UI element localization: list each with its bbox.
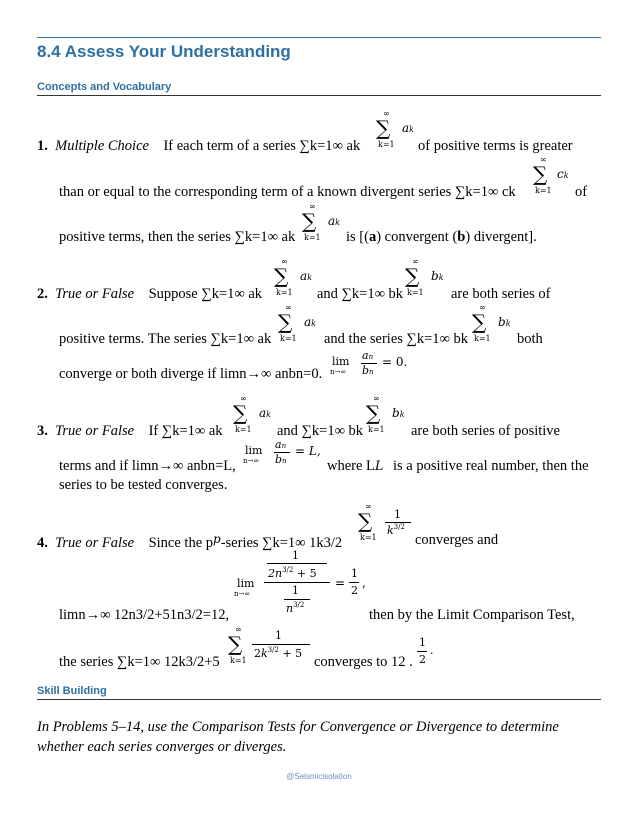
problem-1-line-1-end: of positive terms is greater [418, 138, 573, 154]
skill-building-rule [37, 699, 601, 700]
problem-2-line-2-end: both [517, 331, 543, 347]
sum-ck-display: ∞ ∑ k=1 [533, 155, 552, 195]
problem-1-line-2: than or equal to the corresponding term of a known divergent series ∑k=1∞ ck [59, 184, 516, 200]
instructions-text: In Problems 5–14, use the Comparison Tests for Convergence or Divergence to determine whether each series converges or diverges. [37, 719, 559, 755]
problem-4-line-4-end: converges to 12 . [314, 654, 413, 670]
p-series-term: 1 $k^{3/2}$ [385, 508, 415, 538]
problem-2-line-1-end: are both series of [451, 286, 551, 302]
sum-ak-display-p2-l2: ∞ ∑ k=1 [278, 303, 297, 343]
limit-display-p2: lim n→∞ an bn = 0. [330, 349, 408, 377]
problem-4-line-3: limn→∞ 12n3/2+51n3/2=12, [59, 607, 230, 623]
sum-ak-display-p1-l1: ∞ ∑ k=1 [376, 109, 395, 149]
limit-ratio-display: lim n→∞ 1 $2n^{3/2} + 5$ 1 $n^{3/2}$ = 1 2 , [234, 549, 366, 615]
sum-ak-display-p3: ∞ ∑ k=1 [233, 394, 252, 434]
problem-1-line-2-end: of [575, 184, 588, 200]
half-fraction: 1 2 . [419, 636, 434, 666]
a-k-term: ak [304, 315, 317, 329]
sum-bk-display-p3: ∞ ∑ k=1 [366, 394, 385, 434]
problem-3-line-3: series to be tested converges. [59, 477, 228, 493]
skill-building-heading: Skill Building [37, 685, 107, 697]
12k-term: 1 $2k^{3/2} + 5$ [252, 629, 312, 663]
problem-4-line-1: 4. True or False Since the $p^p$-series ∑k=1∞ 1k3/2 [37, 532, 343, 551]
a-k-term: ak [259, 406, 272, 420]
problem-1-line-1: 1. Multiple Choice If each term of a series ∑k=1∞ ak [37, 138, 361, 154]
sum-bk-display-p2-l2: ∞ ∑ k=1 [472, 303, 491, 343]
problem-4-line-1-end: converges and [415, 532, 499, 548]
sum-p-series-display: ∞ ∑ k=1 [358, 502, 377, 542]
concepts-rule [37, 95, 601, 96]
a-k-term: ak [402, 121, 415, 135]
problem-4-line-4: the series ∑k=1∞ 12k3/2+5 [59, 654, 220, 670]
sum-ak-display-p1-l3: ∞ ∑ k=1 [302, 202, 321, 242]
limit-display-p3: lim n→∞ an bn = L, [243, 438, 321, 466]
concepts-heading: Concepts and Vocabulary [37, 81, 172, 93]
problem-1-line-3: positive terms, then the series ∑k=1∞ ak [59, 229, 296, 245]
b-k-term: bk [498, 315, 511, 329]
sum-ak-display-p2: ∞ ∑ k=1 [274, 257, 293, 297]
watermark: @Seismicisolation [286, 772, 352, 781]
problem-3-line-2: terms and if limn→∞ anbn=L, [59, 458, 236, 474]
problem-2-line-3: converge or both diverge if limn→∞ anbn=0. [59, 366, 323, 382]
a-k-term: ak [328, 214, 341, 228]
sum-bk-display-p2: ∞ ∑ k=1 [405, 257, 424, 297]
problem-2-line-2-mid: and the series ∑k=1∞ bk [324, 331, 469, 347]
sum-12k-display: ∞ ∑ k=1 [228, 625, 247, 665]
problem-4-line-3-end: then by the Limit Comparison Test, [369, 607, 575, 623]
section-title: 8.4 Assess Your Understanding [37, 42, 291, 61]
problem-3-line-2-mid: where LL [327, 458, 384, 474]
problem-2-line-1-mid: and ∑k=1∞ bk [317, 286, 404, 302]
b-k-term: bk [431, 269, 444, 283]
a-k-term: ak [300, 269, 313, 283]
problem-3-line-1-mid: and ∑k=1∞ bk [277, 423, 364, 439]
c-k-term: ck [557, 167, 569, 181]
top-rule [37, 37, 601, 38]
problem-2-line-1: 2. True or False Suppose ∑k=1∞ ak [37, 286, 263, 302]
problem-3-line-1-end: are both series of positive [411, 423, 560, 439]
b-k-term: bk [392, 406, 405, 420]
problem-1-line-3-end: is [(a) convergent (b) divergent]. [346, 229, 537, 245]
problem-3-line-2-end: is a positive real number, then the [393, 458, 589, 474]
problem-2-line-2: positive terms. The series ∑k=1∞ ak [59, 331, 272, 347]
problem-3-line-1: 3. True or False If ∑k=1∞ ak [37, 423, 223, 439]
